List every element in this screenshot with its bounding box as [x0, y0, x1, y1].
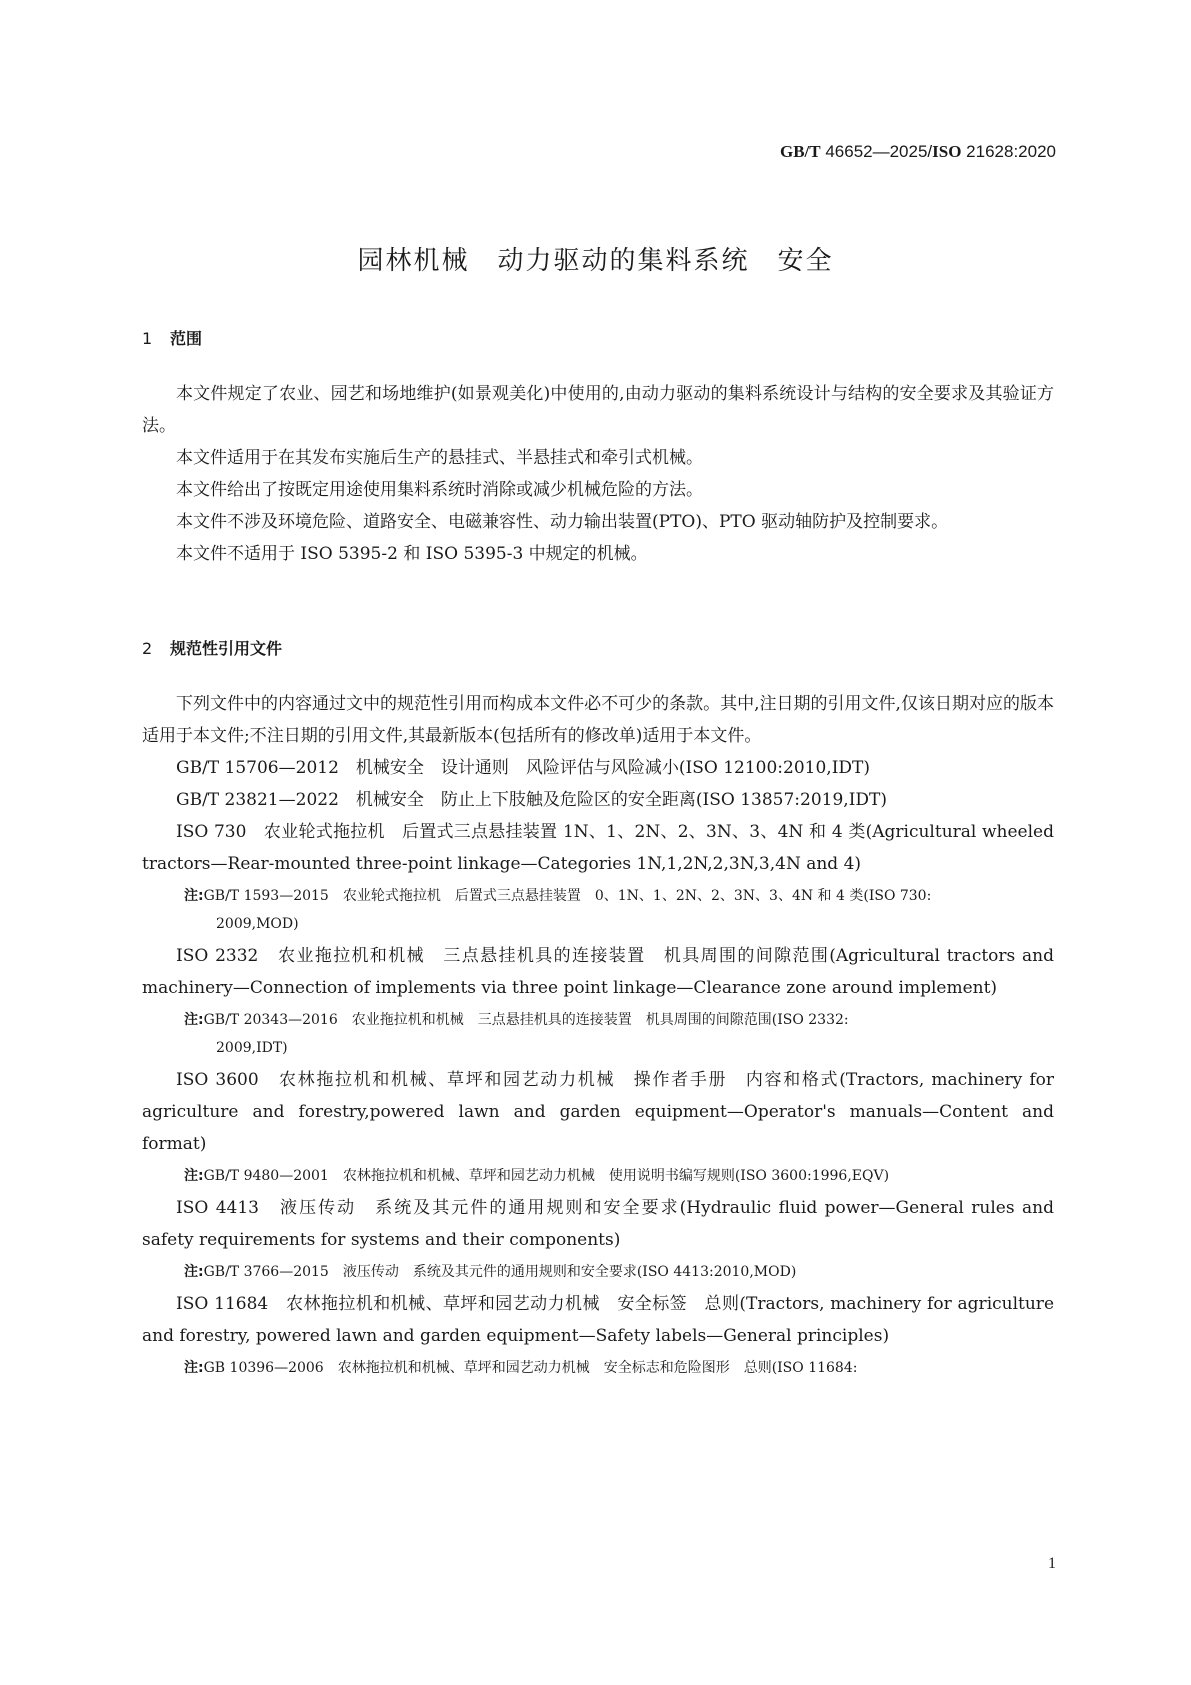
standard-number	[780, 142, 1056, 162]
references-intro: 下列文件中的内容通过文中的规范性引用而构成本文件必不可少的条款。其中,注日期的引用文件,仅该日期对应的版本适用于本文件;不注日期的引用文件,其最新版本(包括所有的修改单)适用于本文件。	[142, 694, 1054, 746]
note-label: 注:	[184, 1012, 204, 1028]
std-prefix-gbt: GB/T	[779, 142, 821, 161]
reference-item: ISO 11684 农林拖拉机和机械、草坪和园艺动力机械 安全标签 总则(Tractors, machinery for agriculture and forestry, powered lawn and garden equipment—Safety labels—General principles)	[142, 1294, 1054, 1346]
reference-note	[142, 1354, 1054, 1382]
reference-note	[142, 1258, 1054, 1286]
paragraph: 本文件规定了农业、园艺和场地维护(如景观美化)中使用的,由动力驱动的集料系统设计与结构的安全要求及其验证方法。	[142, 384, 1054, 436]
reference-note	[142, 1162, 1054, 1190]
document-title	[0, 240, 1191, 277]
std-prefix-iso: ISO	[932, 142, 962, 161]
paragraph: 本文件给出了按既定用途使用集料系统时消除或减少机械危险的方法。	[176, 480, 703, 500]
note-text: GB/T 9480—2001 农林拖拉机和机械、草坪和园艺动力机械 使用说明书编写规则(ISO 3600:1996,EQV)	[203, 1168, 890, 1184]
scope-body	[142, 378, 1054, 570]
note-text: GB/T 1593—2015 农业轮式拖拉机 后置式三点悬挂装置 0、1N、1、2N、2、3N、3、4N 和 4 类(ISO 730:	[203, 888, 932, 904]
reference-item: ISO 3600 农林拖拉机和机械、草坪和园艺动力机械 操作者手册 内容和格式(Tractors, machinery for agriculture and forestry,powered lawn and garden equipment—Operator's manuals—Content and format)	[142, 1070, 1054, 1154]
reference-item: GB/T 15706—2012 机械安全 设计通则 风险评估与风险减小(ISO 12100:2010,IDT)	[176, 758, 871, 778]
section-title: 范围	[170, 329, 203, 348]
note-text: GB/T 20343—2016 农业拖拉机和机械 三点悬挂机具的连接装置 机具周围的间隙范围(ISO 2332:	[203, 1012, 849, 1028]
note-text: GB/T 3766—2015 液压传动 系统及其元件的通用规则和安全要求(ISO 4413:2010,MOD)	[203, 1264, 797, 1280]
std-number-gbt: 46652—2025/	[820, 142, 933, 161]
reference-item: ISO 2332 农业拖拉机和机械 三点悬挂机具的连接装置 机具周围的间隙范围(Agricultural tractors and machinery—Connection of implements via three point linkage—Clearance zone around implement)	[142, 946, 1054, 998]
title-part-3: 安全	[777, 246, 834, 276]
note-label: 注:	[184, 888, 204, 904]
note-continuation: 2009,MOD)	[216, 916, 299, 932]
note-label: 注:	[184, 1168, 204, 1184]
note-label: 注:	[184, 1360, 204, 1376]
paragraph: 本文件适用于在其发布实施后生产的悬挂式、半悬挂式和牵引式机械。	[176, 448, 703, 468]
page-number: 1	[1048, 1555, 1056, 1572]
reference-item: GB/T 23821—2022 机械安全 防止上下肢触及危险区的安全距离(ISO 13857:2019,IDT)	[176, 790, 888, 810]
section-number: 1	[142, 329, 153, 348]
note-text: GB 10396—2006 农林拖拉机和机械、草坪和园艺动力机械 安全标志和危险图形 总则(ISO 11684:	[203, 1360, 858, 1376]
paragraph: 本文件不涉及环境危险、道路安全、电磁兼容性、动力输出装置(PTO)、PTO 驱动轴防护及控制要求。	[176, 512, 949, 532]
references-body	[142, 688, 1054, 1384]
note-continuation: 2009,IDT)	[216, 1040, 288, 1056]
reference-note	[142, 882, 1054, 938]
section-heading-scope	[142, 326, 202, 349]
std-number-iso: 21628:2020	[961, 142, 1056, 161]
paragraph: 本文件不适用于 ISO 5395-2 和 ISO 5395-3 中规定的机械。	[176, 544, 648, 564]
section-heading-normative-references	[142, 636, 282, 659]
title-part-1: 园林机械	[357, 246, 470, 276]
reference-item: ISO 730 农业轮式拖拉机 后置式三点悬挂装置 1N、1、2N、2、3N、3、4N 和 4 类(Agricultural wheeled tractors—Rear-mounted three-point linkage—Categories 1N,1,2N,2,3N,3,4N and 4)	[142, 822, 1054, 874]
section-title: 规范性引用文件	[170, 639, 283, 658]
note-label: 注:	[184, 1264, 204, 1280]
reference-note	[142, 1006, 1054, 1062]
title-part-2: 动力驱动的集料系统	[497, 246, 750, 276]
reference-item: ISO 4413 液压传动 系统及其元件的通用规则和安全要求(Hydraulic fluid power—General rules and safety requirements for systems and their components)	[142, 1198, 1054, 1250]
section-number: 2	[142, 639, 153, 658]
